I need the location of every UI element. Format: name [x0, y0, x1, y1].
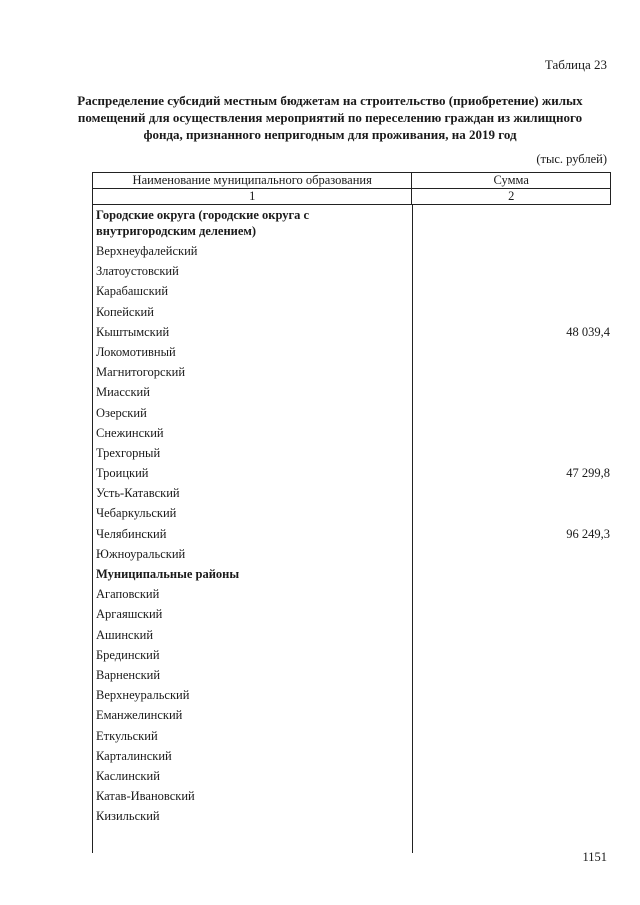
table-row — [93, 463, 611, 483]
municipality-name: Карталинский — [96, 748, 172, 763]
page-number: 1151 — [582, 850, 607, 864]
table-row — [93, 645, 611, 665]
municipality-name: Троицкий — [96, 466, 149, 481]
table-row — [93, 403, 611, 423]
table-row — [93, 746, 611, 766]
subsidy-amount — [411, 281, 610, 301]
municipality-name: Катав-Ивановский — [96, 789, 195, 804]
table-row — [93, 705, 611, 725]
subsidy-amount — [411, 483, 610, 503]
document-title: Распределение субсидий местным бюджетам на строительство (приобретение) жилых помещений для осуществления мероприятий по переселению граждан из жилищного фонда, признанного непригодным для проживания, на 2019 год — [77, 93, 583, 142]
subsidy-amount — [411, 726, 610, 746]
table-row — [93, 423, 611, 443]
table-row — [93, 726, 611, 746]
subsidy-amount — [411, 423, 610, 443]
table-row — [93, 382, 611, 402]
subsidy-amount — [411, 584, 610, 604]
subsidy-amount — [411, 746, 610, 766]
municipality-name: Брединский — [96, 647, 160, 662]
subsidy-amount — [411, 786, 610, 806]
table-row — [93, 584, 611, 604]
subsidy-table — [92, 172, 611, 853]
table-row — [93, 786, 611, 806]
subsidy-amount — [411, 544, 610, 564]
units-note: (тыс. рублей) — [536, 152, 607, 166]
table-row — [93, 483, 611, 503]
subsidy-amount — [411, 625, 610, 645]
subsidy-amount — [411, 705, 610, 725]
municipality-name: Еманжелинский — [96, 708, 183, 723]
municipality-name: Челябинский — [96, 526, 167, 541]
table-row — [93, 443, 611, 463]
municipality-name: Чебаркульский — [96, 506, 177, 521]
table-row — [93, 625, 611, 645]
table-row — [93, 261, 611, 281]
subsidy-amount — [411, 241, 610, 261]
subsidy-amount: 48 039,4 — [566, 324, 610, 339]
table-row — [93, 665, 611, 685]
column-number-2: 2 — [412, 189, 611, 204]
column-number-1: 1 — [92, 189, 412, 204]
table-row — [93, 342, 611, 362]
table-label: Таблица 23 — [544, 57, 607, 72]
subsidy-amount: 96 249,3 — [566, 526, 610, 541]
table-row — [93, 362, 611, 382]
municipality-name: Агаповский — [96, 587, 160, 602]
subsidy-amount — [411, 806, 610, 826]
column-header-sum: Сумма — [412, 173, 611, 188]
table-row — [93, 503, 611, 523]
table-row — [93, 685, 611, 705]
table-row — [93, 524, 611, 544]
table-row — [93, 544, 611, 564]
municipality-name: Златоустовский — [96, 264, 179, 279]
municipality-name: Верхнеуфалейский — [96, 244, 198, 258]
municipality-name: Аргаяшский — [96, 607, 163, 622]
subsidy-amount — [411, 382, 610, 402]
municipality-name: Кизильский — [96, 809, 160, 824]
municipality-name: Еткульский — [96, 728, 158, 743]
municipality-name: Трехгорный — [96, 445, 161, 460]
subsidy-amount — [411, 207, 610, 241]
table-section-row — [93, 564, 611, 584]
municipality-name: Каслинский — [96, 768, 160, 783]
municipality-name: Южноуральский — [96, 546, 186, 561]
table-row — [93, 322, 611, 342]
municipality-name: Миасский — [96, 385, 150, 400]
municipality-name: Городские округа (городские округа с внутригородским делением) — [96, 208, 310, 238]
municipality-name: Кыштымский — [96, 324, 170, 339]
subsidy-amount — [411, 403, 610, 423]
subsidy-amount — [411, 665, 610, 685]
subsidy-amount — [411, 302, 610, 322]
table-row — [93, 766, 611, 786]
table-section-row — [93, 205, 611, 241]
subsidy-amount — [411, 261, 610, 281]
table-row — [93, 604, 611, 624]
table-row — [93, 302, 611, 322]
column-header-name: Наименование муниципального образования — [92, 173, 412, 188]
municipality-name: Верхнеуральский — [96, 688, 190, 703]
subsidy-amount — [411, 645, 610, 665]
subsidy-amount — [411, 503, 610, 523]
municipality-name: Муниципальные районы — [96, 567, 240, 581]
municipality-name: Магнитогорский — [96, 365, 186, 380]
table-row — [93, 281, 611, 301]
municipality-name: Озерский — [96, 405, 147, 420]
subsidy-amount — [411, 362, 610, 382]
subsidy-amount — [411, 342, 610, 362]
municipality-name: Варненский — [96, 667, 161, 682]
municipality-name: Усть-Катавский — [96, 486, 180, 501]
municipality-name: Локомотивный — [96, 344, 176, 359]
table-body — [92, 205, 611, 853]
table-row — [93, 241, 611, 261]
subsidy-amount — [411, 443, 610, 463]
municipality-name: Копейский — [96, 304, 154, 319]
table-row — [93, 806, 611, 826]
table-header-row — [92, 172, 611, 189]
municipality-name: Снежинский — [96, 425, 164, 440]
column-number-row — [92, 189, 611, 205]
municipality-name: Карабашский — [96, 284, 169, 299]
subsidy-amount — [411, 685, 610, 705]
subsidy-amount — [411, 564, 610, 584]
subsidy-amount — [411, 766, 610, 786]
subsidy-amount: 47 299,8 — [566, 466, 610, 481]
subsidy-amount — [411, 604, 610, 624]
municipality-name: Ашинский — [96, 627, 154, 642]
